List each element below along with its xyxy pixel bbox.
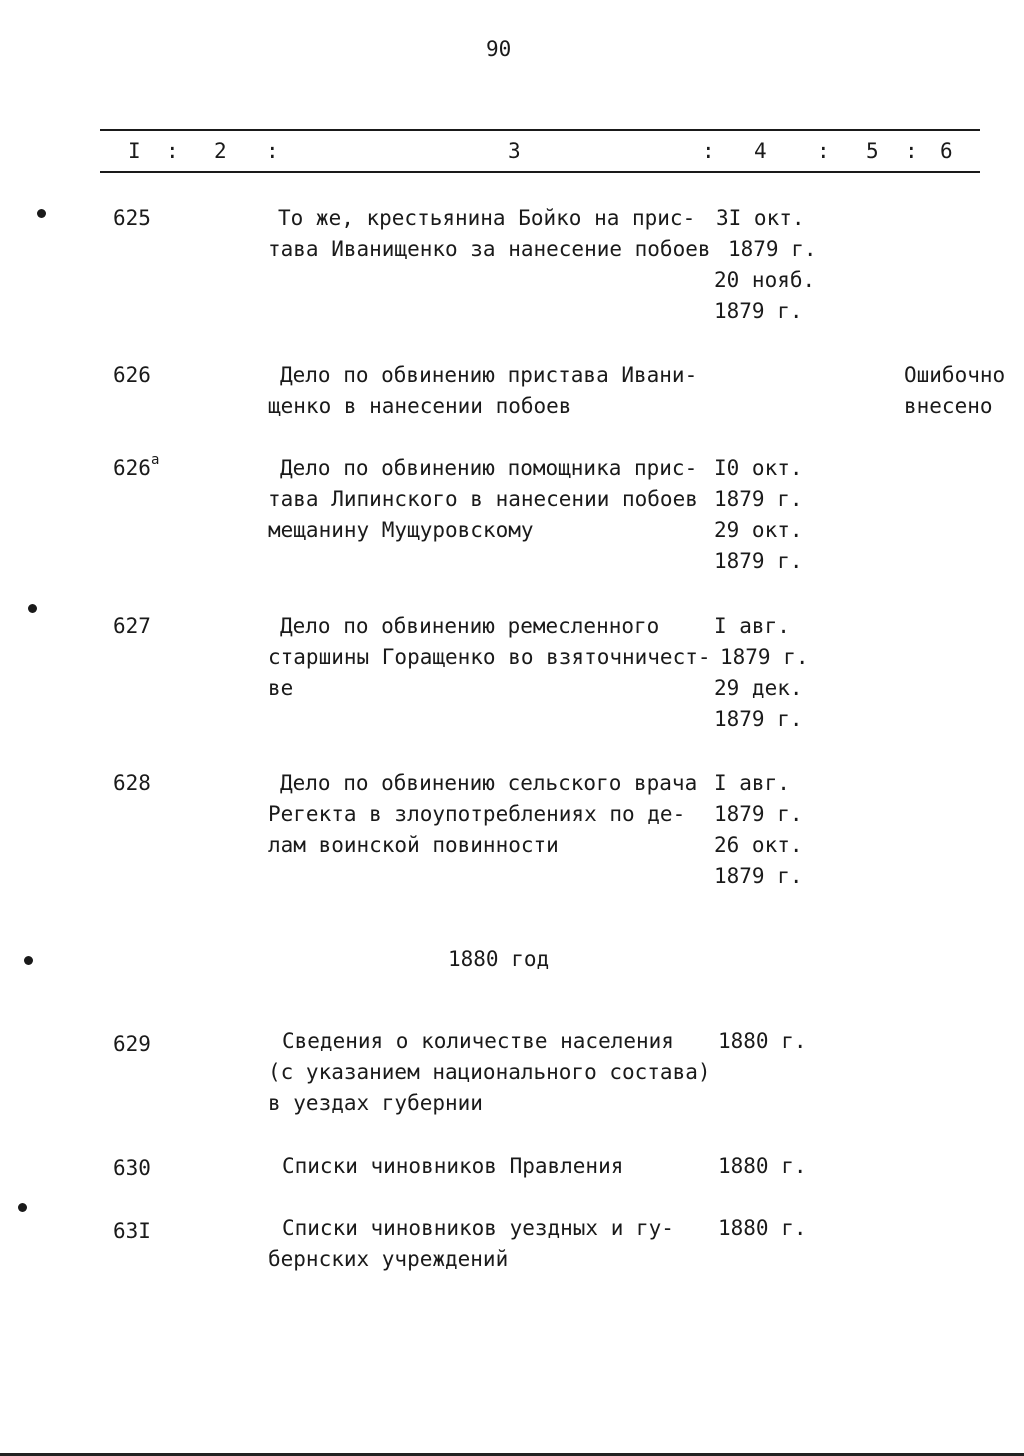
row-number: 63I [113, 1219, 151, 1243]
row-date-line: 1879 г. [720, 645, 809, 669]
row-description-line: лам воинской повинности [268, 833, 559, 857]
row-date-line: 3I окт. [716, 206, 805, 230]
row-description-line: в уездах губернии [268, 1091, 483, 1115]
row-date-line: 1879 г. [714, 549, 803, 573]
row-number: 625 [113, 206, 151, 230]
row-description-line: Дело по обвинению сельского врача [280, 771, 698, 795]
row-description-line: бернских учреждений [268, 1247, 509, 1271]
row-date-line: 1879 г. [714, 802, 803, 826]
row-number: 626$^a$ [113, 452, 160, 480]
row-date-line: I авг. [714, 771, 790, 795]
row-note-line: Ошибочно [904, 363, 1006, 387]
margin-mark [37, 209, 46, 218]
row-date-line: I авг. [714, 614, 790, 638]
row-description-line: старшины Горащенко во взяточничест- [268, 645, 711, 669]
header-top-rule [100, 129, 980, 131]
column-header-3: 3 [508, 139, 521, 163]
column-header-2: 2 [214, 139, 227, 163]
section-heading: 1880 год [448, 947, 550, 971]
row-number-superscript: a [150, 452, 160, 468]
row-note-line: внесено [904, 394, 993, 418]
column-header-4: 4 [754, 139, 767, 163]
column-header-1: I [128, 139, 141, 163]
margin-mark [28, 604, 37, 613]
row-description-line: ве [268, 676, 294, 700]
row-description-line: тава Липинского в нанесении побоев [268, 487, 698, 511]
row-description-line: Списки чиновников уездных и гу- [282, 1216, 674, 1240]
row-description-line: Регекта в злоупотреблениях по де- [268, 802, 686, 826]
row-date-line: I0 окт. [714, 456, 803, 480]
column-separator: : [905, 139, 918, 163]
column-header-5: 5 [866, 139, 879, 163]
row-date-line: 29 дек. [714, 676, 803, 700]
row-date-line: 26 окт. [714, 833, 803, 857]
row-description-line: тава Иванищенко за нанесение побоев [268, 237, 711, 261]
margin-mark [18, 1203, 27, 1212]
row-description-line: (с указанием национального состава) [268, 1060, 711, 1084]
row-description-line: мещанину Мущуровскому [268, 518, 534, 542]
row-date-line: 1880 г. [718, 1216, 807, 1240]
row-description-line: То же, крестьянина Бойко на прис- [278, 206, 696, 230]
row-date-line: 29 окт. [714, 518, 803, 542]
row-date-line: 1879 г. [714, 487, 803, 511]
row-description-line: Списки чиновников Правления [282, 1154, 624, 1178]
column-separator: : [166, 139, 179, 163]
row-date-line: 1879 г. [714, 864, 803, 888]
row-number: 629 [113, 1032, 151, 1056]
row-description-line: Дело по обвинению пристава Ивани- [280, 363, 698, 387]
row-description-line: Дело по обвинению помощника прис- [280, 456, 698, 480]
row-number: 628 [113, 771, 151, 795]
header-bottom-rule [100, 171, 980, 173]
margin-mark [24, 956, 33, 965]
row-number: 626 [113, 363, 151, 387]
column-separator: : [817, 139, 830, 163]
row-number: 627 [113, 614, 151, 638]
row-description-line: Сведения о количестве населения [282, 1029, 674, 1053]
column-header-6: 6 [940, 139, 953, 163]
row-description-line: Дело по обвинению ремесленного [280, 614, 660, 638]
row-date-line: 1880 г. [718, 1029, 807, 1053]
row-date-line: 1879 г. [714, 707, 803, 731]
row-date-line: 1879 г. [714, 299, 803, 323]
row-number: 630 [113, 1156, 151, 1180]
row-date-line: 20 нояб. [714, 268, 816, 292]
row-date-line: 1880 г. [718, 1154, 807, 1178]
page-number: 90 [486, 37, 512, 61]
column-separator: : [702, 139, 715, 163]
column-separator: : [266, 139, 279, 163]
row-date-line: 1879 г. [728, 237, 817, 261]
row-description-line: щенко в нанесении побоев [268, 394, 572, 418]
